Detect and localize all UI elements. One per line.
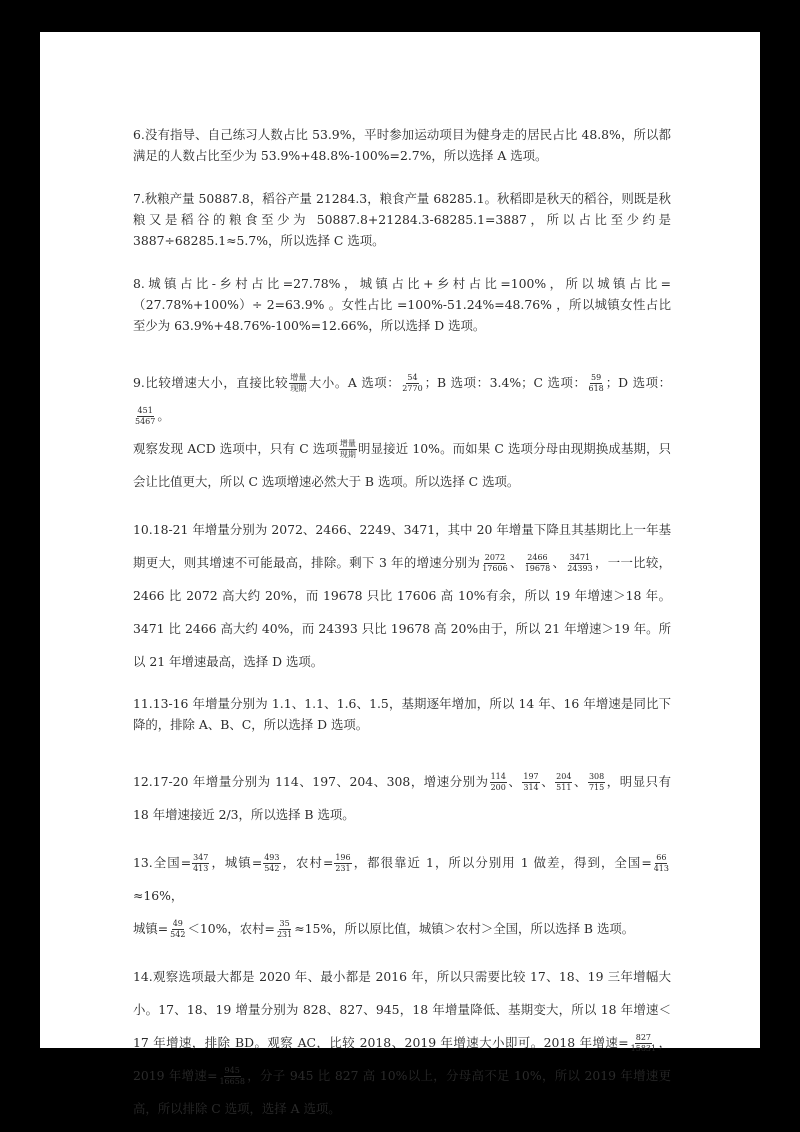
fraction: $\frac{196}{231}$ [335, 853, 351, 873]
fraction: $\frac{66}{413}$ [653, 853, 669, 873]
explanation-q6: 6.没有指导、自己练习人数占比 53.9%，平时参加运动项目为健身走的居民占比 48.8%，所以都满足的人数占比至少为 53.9%+48.8%-100%=2.7%，所以选择 A 选项。 [133, 127, 671, 163]
fraction: $\frac{347}{413}$ [193, 853, 209, 873]
fraction: $\frac{54}{2770}$ [402, 373, 423, 393]
fraction: $\frac{\text{增量}}{\text{现期}}$ [290, 373, 307, 393]
explanation-q14: 14.观察选项最大都是 2020 年、最小都是 2016 年，所以只需要比较 17、18、19 三年增幅大小。17、18、19 增量分别为 828、827、945，18 年增量降低、基期变大，所以 18 年增速＜17 年增速，排除 BD。观察 AC，比较 2018、2019 年增速大小即可。2018 年增速= $\frac{827}{15831}$ ，2019 年增速= $\frac{945}{16658}$ ，分子 945 比 827 高 10%以上，分母高不足 10%，所以 2019 年增速更高，所以排除 C 选项，选择 A 选项。 [133, 969, 671, 1116]
fraction: $\frac{3471}{24393}$ [567, 553, 593, 573]
fraction: $\frac{49}{542}$ [170, 919, 186, 939]
document-page [40, 32, 760, 1116]
explanation-q13: 13.全国= $\frac{347}{413}$ ，城镇= $\frac{493}{542}$ ，农村= $\frac{196}{231}$ ，都很靠近 1，所以分别用 1 做差，得到，全国= $\frac{66}{413}$ ≈16%， 城镇= $\frac{49}{542}$ ＜10%，农村= $\frac{35}{231}$ ≈15%，所以原比值，城镇＞农村＞全国，所以选择 B 选项。 [133, 853, 669, 939]
fraction: $\frac{2466}{19678}$ [524, 553, 551, 573]
fraction: $\frac{35}{231}$ [276, 919, 293, 939]
fraction: $\frac{204}{511}$ [556, 772, 572, 792]
fraction: $\frac{493}{542}$ [264, 853, 280, 873]
explanation-q11: 11.13-16 年增量分别为 1.1、1.1、1.6、1.5，基期逐年增加，所以 14 年、16 年增速是同比下降的，排除 A、B、C，所以选择 D 选项。 [133, 696, 671, 732]
explanation-q12: 12.17-20 年增量分别为 114、197、204、308，增速分别为 $\frac{114}{200}$ 、 $\frac{197}{314}$ 、 $\frac{204}{511}$ 、 $\frac{308}{715}$ ，明显只有 18 年增速接近 2/3，所以选择 B 选项。 [133, 772, 672, 822]
fraction: $\frac{827}{15831}$ [630, 1033, 657, 1053]
fraction: $\frac{114}{200}$ [490, 772, 506, 792]
explanation-q7: 7.秋粮产量 50887.8，稻谷产量 21284.3，粮食产量 68285.1。秋稻即是秋天的稻谷，则既是秋粮又是稻谷的粮食至少为 50887.8+21284.3-68285.1=3887，所以占比至少约是 3887÷68285.1≈5.7%，所以选择 C 选项。 [133, 191, 671, 248]
explanation-q10: 10.18-21 年增量分别为 2072、2466、2249、3471，其中 20 年增量下降且其基期比上一年基期更大，则其增速不可能最高，排除。剩下 3 年的增速分别为 $\frac{2072}{17606}$ 、 $\frac{2466}{19678}$ 、 $\frac{3471}{24393}$ ，一一比较， 2466 比 2072 高大约 20%，而 19678 只比 17606 高 10%有余，所以 19 年增速＞18 年。3471 比 2466 高大约 40%，而 24393 只比 19678 高 20%由于，所以 21 年增速＞19 年。所以 21 年增速最高，选择 D 选项。 [133, 522, 672, 669]
fraction: $\frac{2072}{17606}$ [482, 553, 508, 573]
fraction: $\frac{197}{314}$ [523, 772, 539, 792]
answer-explanations [133, 124, 671, 1125]
explanation-q8: 8.城镇占比-乡村占比=27.78%，城镇占比+乡村占比=100%，所以城镇占比=（27.78%+100%）÷ 2=63.9% 。女性占比 =100%-51.24%=48.76% ，所以城镇女性占比至少为 63.9%+48.76%-100%=12.66%，所以选择 D 选项。 [133, 276, 671, 333]
fraction: $\frac{59}{618}$ [588, 373, 604, 393]
fraction: $\frac{451}{5467}$ [135, 406, 156, 426]
explanation-q9: 9.比较增速大小，直接比较 $\frac{\text{增量}}{\text{现期}}$ 大小。A 选项： $\frac{54}{2770}$ ；B 选项：3.4%；C 选项： $\frac{59}{618}$ ；D 选项： $\frac{451}{5467}$ 。 观察发现 ACD 选项中，只有 C 选项 $\frac{\text{增量}}{\text{现期}}$ 明显接近 10%。而如果 C 选项分母由现期换成基期，只会让比值更大，所以 C 选项增速必然大于 B 选项。所以选择 C 选项。 [133, 373, 672, 489]
fraction: $\frac{308}{715}$ [588, 772, 605, 792]
fraction: $\frac{\text{增量}}{\text{现期}}$ [339, 439, 356, 459]
fraction: $\frac{945}{16658}$ [219, 1066, 245, 1086]
